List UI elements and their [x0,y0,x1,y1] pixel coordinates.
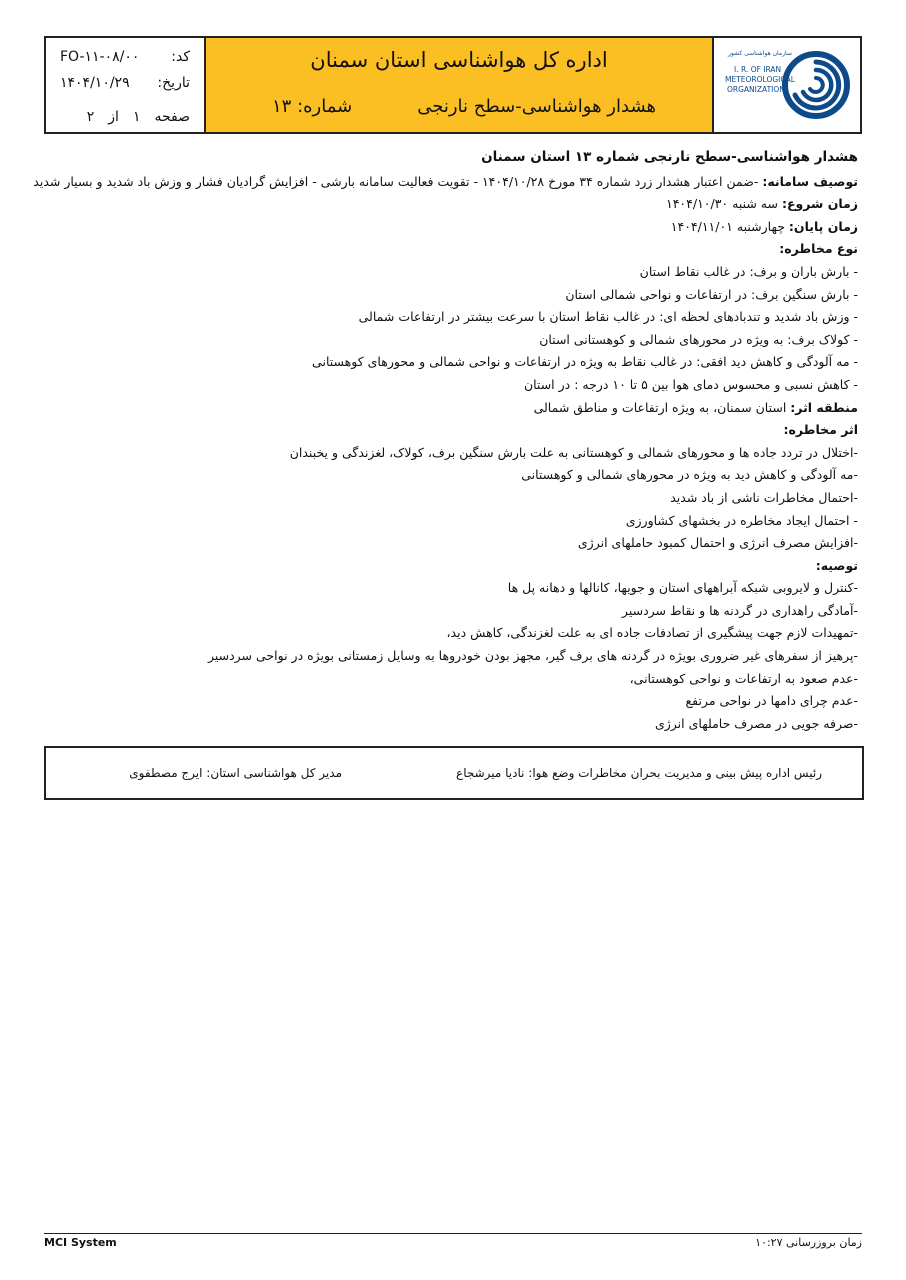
effects-heading: اثر مخاطره: [783,422,858,438]
area-label: منطقه اثر: [790,399,858,415]
recommendation-item: -کنترل و لایروبی شبکه آبراههای استان و جویها، کانالها و دهانه پل ها [507,580,858,596]
warning-content [33,146,858,735]
logo-line-1: I. R. OF IRAN [734,65,782,74]
logo-line-3: ORGANIZATION [727,85,785,94]
recommendation-item: -تمهیدات لازم جهت پیشگیری از تصادفات جاده ای به علت لغزندگی، کاهش دید، [446,625,858,641]
start-text: سه شنبه ۱۴۰۴/۱۰/۳۰ [666,196,782,212]
end-text: چهارشنبه ۱۴۰۴/۱۱/۰۱ [670,218,789,234]
recommendation-item: -پرهیز از سفرهای غیر ضروری بویژه در گردنه های برف گیر، مجهز بودن خودروها به وسایل زمستانی بویژه در نواحی سردسیر [207,648,858,664]
meteorological-organization-logo-icon [724,45,850,125]
impact-area [50,397,858,420]
date-label: تاریخ: [157,75,190,91]
system-text: -ضمن اعتبار هشدار زرد شماره ۳۴ مورخ ۱۴۰۴/۱۰/۲۸ - تقویت فعالیت سامانه بارشی - افزایش گرادیان فشار و وزش باد شدید و بسیار شدید [33,173,763,189]
recommendation-heading: توصیه: [815,557,858,573]
effect-item: -مه آلودگی و کاهش دید به ویژه در محورهای شمالی و کوهستانی [521,467,858,483]
hazard-type-heading: نوع مخاطره: [779,241,858,257]
code-row [60,44,190,70]
page-row [60,104,190,130]
recommendation-item: -عدم صعود به ارتفاعات و نواحی کوهستانی، [629,670,858,686]
hazard-item: - بارش سنگین برف: در ارتفاعات و نواحی شمالی استان [565,286,858,302]
system-description [33,171,858,194]
code-label: کد: [171,49,190,65]
effect-item: -اختلال در تردد جاده ها و محورهای شمالی و کوهستانی به علت بارش سنگین برف، کولاک، لغزندگی و یخبندان [289,444,858,460]
page-current: ۱ [132,109,141,125]
update-time [755,1236,862,1249]
update-time-value: ۱۰:۲۷ [755,1236,783,1249]
recommendation-item: -صرفه جویی در مصرف حاملهای انرژی [654,715,858,731]
start-time [50,193,858,216]
logo-area [714,38,860,132]
warning-subtitle: هشدار هواشناسی-سطح نارنجی [417,96,656,117]
recommendation-item: -آمادگی راهداری در گردنه ها و نقاط سردسیر [621,602,858,618]
start-label: زمان شروع: [781,196,858,212]
date-value: ۱۴۰۴/۱۰/۲۹ [60,75,130,91]
page-label: صفحه [154,109,190,125]
forecast-head-signature: رئیس اداره پیش بینی و مدیریت بحران مخاطرات وضع هوا: نادیا میرشجاع [456,766,822,780]
end-label: زمان پایان: [788,218,858,234]
warning-number: شماره: ۱۳ [272,96,353,117]
page-total: ۲ [86,109,95,125]
logo-text-fa: سازمان هواشناسی کشور [728,50,792,57]
date-row [60,70,190,96]
hazard-item: - وزش باد شدید و تندبادهای لحظه ای: در غالب نقاط استان با سرعت بیشتر در ارتفاعات شمالی [358,309,858,325]
header-title-area [206,38,714,132]
effect-item: - احتمال ایجاد مخاطره در بخشهای کشاورزی [625,512,858,528]
hazard-item: - کاهش نسبی و محسوس دمای هوا بین ۵ تا ۱۰ درجه : در استان [523,376,858,392]
page-of: از [108,109,119,125]
system-label: توصیف سامانه: [762,173,858,189]
hazard-item: - بارش باران و برف: در غالب نقاط استان [639,263,858,279]
hazard-item: - کولاک برف: به ویژه در محورهای شمالی و کوهستانی استان [539,331,858,347]
org-title: اداره کل هواشناسی استان سمنان [310,48,608,72]
area-text: استان سمنان، به ویژه ارتفاعات و مناطق شمالی [533,399,791,415]
update-label: زمان بروزرسانی [786,1236,862,1249]
code-value: FO-۱۱-۰۸/۰۰ [60,49,140,65]
logo-line-2: METEOROLOGICAL [725,75,795,84]
system-name: MCI System [44,1236,117,1249]
hazard-item: - مه آلودگی و کاهش دید افقی: در غالب نقاط به ویژه در ارتفاعات و نواحی شمالی و محورهای کوهستانی [312,354,858,370]
director-signature: مدیر کل هواشناسی استان: ایرج مصطفوی [129,766,342,780]
effect-item: -احتمال مخاطرات ناشی از باد شدید [670,489,858,505]
recommendation-item: -عدم چرای دامها در نواحی مرتفع [685,693,858,709]
effect-item: -افزایش مصرف انرژی و احتمال کمبود حاملهای انرژی [577,535,858,551]
page-footer [44,1233,862,1249]
end-time [50,216,858,239]
document-title: هشدار هواشناسی-سطح نارنجی شماره ۱۳ استان سمنان [481,149,858,165]
document-meta [46,38,206,132]
document-header [44,36,862,134]
signature-box [44,746,864,800]
